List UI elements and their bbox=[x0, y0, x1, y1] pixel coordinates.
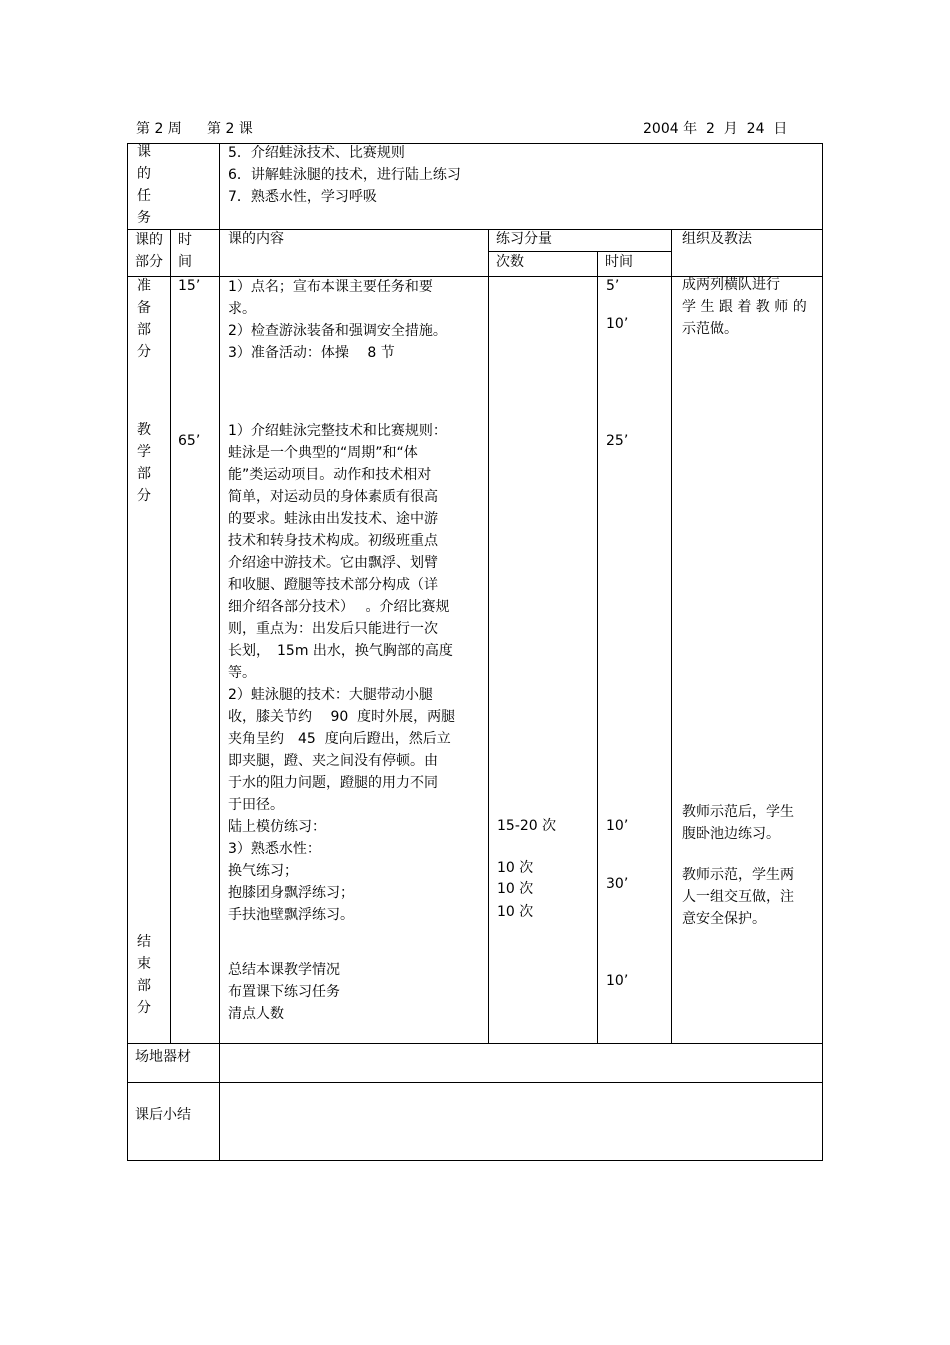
week-label: 第 2 周 bbox=[136, 121, 182, 137]
col-method-header: 组织及教法 bbox=[682, 231, 752, 247]
prep-time: 15’ bbox=[178, 278, 201, 294]
end-duration: 10’ bbox=[606, 973, 629, 989]
prep-duration-1: 5’ bbox=[606, 278, 620, 294]
task-label: 课 的 任 务 bbox=[137, 144, 151, 226]
teach-count-1: 15-20 次 bbox=[497, 818, 557, 834]
col-load-header: 练习分量 bbox=[496, 231, 552, 247]
venue-label: 场地器材 bbox=[135, 1049, 191, 1065]
teach-label: 教 学 部 分 bbox=[137, 422, 151, 504]
prep-label: 准 备 部 分 bbox=[137, 278, 151, 360]
teach-duration-2: 10’ bbox=[606, 818, 629, 834]
teach-count-3: 10 次 bbox=[497, 881, 534, 897]
summary-label: 课后小结 bbox=[135, 1107, 191, 1123]
prep-duration-2: 10’ bbox=[606, 316, 629, 332]
teach-method-1: 教师示范后，学生 腹卧池边练习。 bbox=[682, 804, 794, 842]
teach-duration-3: 30’ bbox=[606, 876, 629, 892]
task-list: 5．介绍蛙泳技术、比赛规则 6．讲解蛙泳腿的技术，进行陆上练习 7．熟悉水性，学习呼吸 bbox=[228, 145, 461, 205]
teach-method-2: 教师示范，学生两 人一组交互做，注 意安全保护。 bbox=[682, 867, 794, 927]
col-duration-header: 时间 bbox=[605, 254, 633, 270]
col-part-header: 课的 部分 bbox=[135, 232, 163, 270]
teach-content: 1）介绍蛙泳完整技术和比赛规则： 蛙泳是一个典型的“周期”和“体 能”类运动项目。动作和技术相对 简单，对运动员的身体素质有很高 的要求。蛙泳由出发技术、途中游 技术和转身技术构成。初级班重点 介绍途中游技术。它由飘浮、划臂 和收腿、蹬腿等技术部分构成（详 细介绍各部分技术） 。介绍比赛规 则，重点为：出发后只能进行一次 长划， 15m 出水，换气胸部的高度 等。 2）蛙泳腿的技术：大腿带动小腿 收，膝关节约 90 度时外展，两腿 夹角呈约 45 度向后蹬出，然后立 即夹腿，蹬、夹之间没有停顿。由 于水的阻力问题，蹬腿的用力不同 于田径。 陆上模仿练习： 3）熟悉水性： 换气练习； 抱膝团身飘浮练习； 手扶池壁飘浮练习。 bbox=[228, 423, 456, 923]
prep-method: 成两列横队进行 学 生 跟 着 教 师 的 示范做。 bbox=[682, 277, 807, 337]
col-content-header: 课的内容 bbox=[228, 231, 284, 247]
teach-duration-1: 25’ bbox=[606, 433, 629, 449]
teach-time: 65’ bbox=[178, 433, 201, 449]
lesson-label: 第 2 课 bbox=[207, 121, 253, 137]
end-label: 结 束 部 分 bbox=[137, 934, 151, 1016]
col-count-header: 次数 bbox=[496, 254, 524, 270]
date-label: 2004 年 2 月 24 日 bbox=[643, 121, 788, 137]
end-content: 总结本课教学情况 布置课下练习任务 清点人数 bbox=[228, 962, 340, 1022]
teach-count-2: 10 次 bbox=[497, 860, 534, 876]
prep-content: 1）点名；宣布本课主要任务和要 求。 2）检查游泳装备和强调安全措施。 3）准备活动：体操 8 节 bbox=[228, 279, 447, 361]
teach-count-4: 10 次 bbox=[497, 904, 534, 920]
col-time-header: 时 间 bbox=[178, 232, 192, 270]
